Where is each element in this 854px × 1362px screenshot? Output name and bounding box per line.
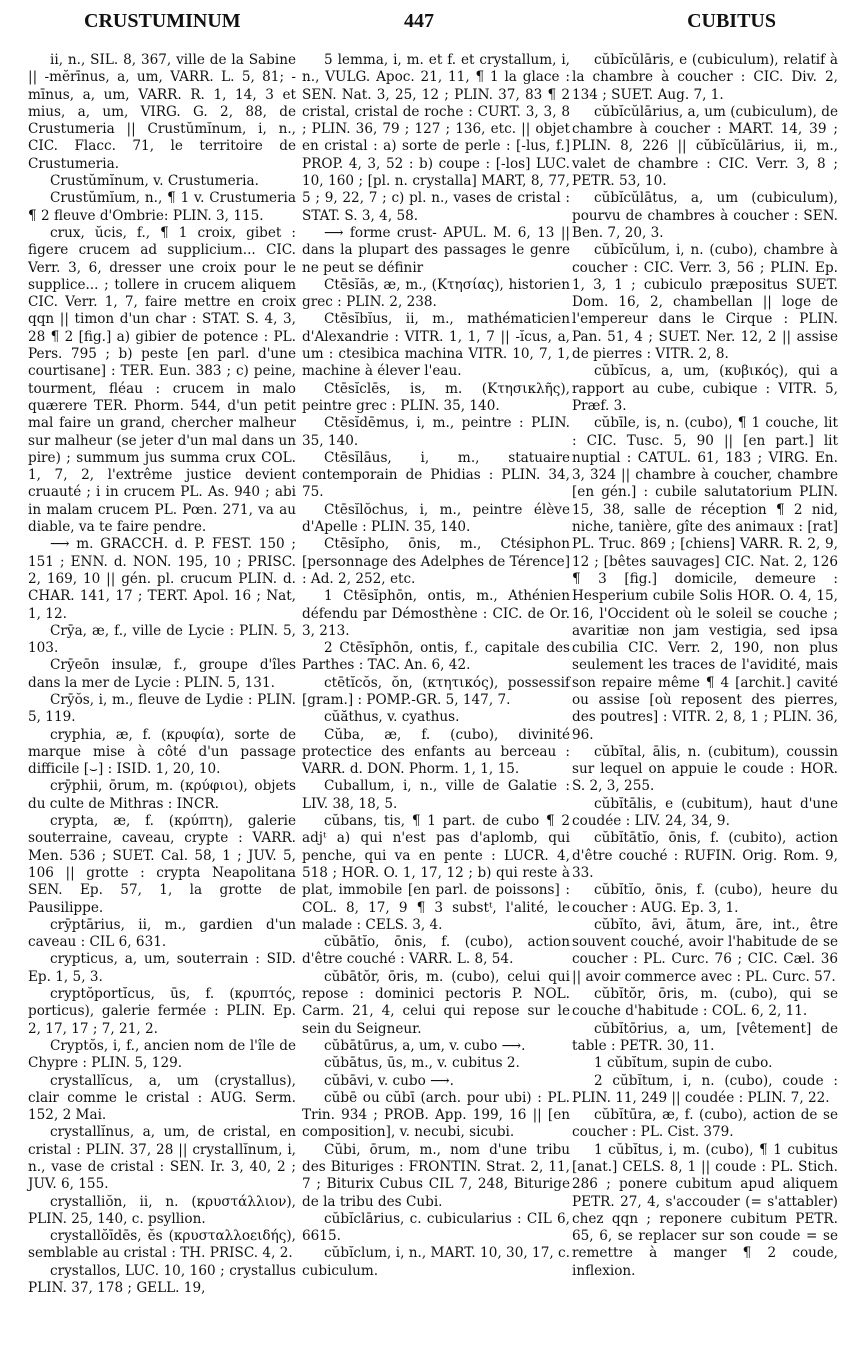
- dictionary-entry: cŭbans, tis, ¶ 1 part. de cubo ¶ 2 adjᵗ a) qui n'est pas d'aplomb, qui penche, qui va en pente : LUCR. 4, 518 ; HOR. O. 1, 17, 12 ; b) qui reste à plat, immobile [en parl. de poissons] : COL. 8, 17, 9 ¶ 3 substᵗ, l'alité, le malade : CELS. 3, 4.: [302, 813, 570, 933]
- dictionary-entry: cŭbĭtĭo, ōnis, f. (cubo), heure du coucher : AUG. Ep. 3, 1.: [572, 882, 838, 916]
- dictionary-entry: cryptŏportĭcus, ūs, f. (κρυπτός, porticus), galerie fermée : PLIN. Ep. 2, 17, 17 ; 7, 21, 2.: [28, 986, 296, 1037]
- dictionary-entry: cŭăthus, v. cyathus.: [324, 709, 460, 726]
- dictionary-entry: Ctēsĭdēmus, i, m., peintre : PLIN. 35, 140.: [302, 415, 570, 449]
- dictionary-entry: crystallĭnus, a, um, de cristal, en cristal : PLIN. 37, 28 || crystallĭnum, i, n., vase de cristal : SEN. Ir. 3, 40, 2 ; JUV. 6, 155.: [28, 1124, 296, 1193]
- dictionary-entry: Crȳa, æ, f., ville de Lycie : PLIN. 5, 103.: [28, 622, 296, 657]
- page-header: [22, 6, 832, 36]
- dictionary-entry: cŭbē ou cŭbī (arch. pour ubi) : PL. Trin. 934 ; PROB. App. 199, 16 || [en composition], v. necubi, sicubi.: [302, 1089, 570, 1141]
- dictionary-entry: Ctēsĭlŏchus, i, m., peintre élève d'Apelle : PLIN. 35, 140.: [302, 501, 570, 536]
- dictionary-entry: cryphia, æ, f. (κρυφία), sorte de marque mise à côté d'un passage difficile [⌣] : ISID. 1, 20, 10.: [28, 726, 296, 778]
- dictionary-entry: Ctēsĭclēs, is, m. (Κτησικλῆς), peintre grec : PLIN. 35, 140.: [302, 380, 570, 414]
- dictionary-entry: cŭbĭtōrius, a, um, [vêtement] de table : PETR. 30, 11.: [572, 1020, 838, 1054]
- dictionary-entry: cŭbĭclum, i, n., MART. 10, 30, 17, c. cubiculum.: [302, 1245, 570, 1279]
- dictionary-entry: crypticus, a, um, souterrain : SID. Ep. 1, 5, 3.: [28, 951, 296, 985]
- dictionary-entry: crystallĭcus, a, um (crystallus), clair comme le cristal : AUG. Serm. 152, 2 Mai.: [28, 1072, 296, 1124]
- dictionary-entry: crystallos, LUC. 10, 160 ; crystallus PLIN. 37, 178 ; GELL. 19,: [28, 1262, 296, 1297]
- dictionary-entry: Crustŭmĭnum, v. Crustumeria.: [50, 173, 259, 190]
- dictionary-entry: cŭbĭcŭlārius, a, um (cubiculum), de chambre à coucher : MART. 14, 39 ; PLIN. 8, 226 || cŭbĭcŭlārius, ii, m., valet de chambre : CIC. Verr. 3, 8 ; PETR. 53, 10.: [572, 103, 838, 190]
- dictionary-entry: ii, n., SIL. 8, 367, ville de la Sabine || -mĕrīnus, a, um, VARR. L. 5, 81; -mīnus, a, um, VARR. R. 1, 14, 3 et mius, a, um, VIRG. G. 2, 88, de Crustumeria || Crustŭmĭnum, i, n., CIC. Flacc. 71, le territoire de Crustumeria.: [28, 52, 296, 172]
- dictionary-entry: 1 cŭbĭtum, supin de cubo.: [594, 1055, 773, 1072]
- dictionary-entry: crystalliŏn, ii, n. (κρυστάλλιον), PLIN. 25, 140, c. psyllion.: [28, 1193, 296, 1227]
- page-number: 447: [404, 10, 434, 32]
- dictionary-entry: cŭbĭcŭlum, i, n. (cubo), chambre à coucher : CIC. Verr. 3, 56 ; PLIN. Ep. 1, 3, 1 ; cubiculo præpositus SUET. Dom. 16, 2, chambellan || loge de l'empereur dans le Cirque : PLIN. Pan. 51, 4 ; SUET. Ner. 12, 2 || assise de pierres : VITR. 2, 8.: [572, 242, 838, 363]
- dictionary-entry: ⟶ m. GRACCH. d. P. FEST. 150 ; 151 ; ENN. d. NON. 195, 10 ; PRISC. 2, 169, 10 || gén. pl. crucum PLIN. d. CHAR. 141, 17 ; TERT. Apol. 16 ; Nat, 1, 12.: [28, 536, 296, 622]
- dictionary-entry: ctētĭcŏs, ŏn, (κτητικός), possessif [gram.] : POMP.-GR. 5, 147, 7.: [302, 674, 570, 708]
- dictionary-entry: Ctēsĭpho, ōnis, m., Ctésiphon [personnage des Adelphes de Térence] : Ad. 2, 252, etc.: [302, 536, 570, 587]
- dictionary-entry: 2 cŭbĭtum, i, n. (cubo), coude : PLIN. 11, 249 || coudée : PLIN. 7, 22.: [572, 1072, 838, 1106]
- dictionary-entry: cŭbĭclārius, c. cubicularius : CIL 6, 6615.: [302, 1210, 570, 1245]
- dictionary-entry: cŭbĭtal, ālis, n. (cubitum), coussin sur lequel on appuie le coude : HOR. S. 2, 3, 255.: [572, 743, 838, 795]
- dictionary-entry: Cŭbi, ōrum, m., nom d'une tribu des Bituriges : FRONTIN. Strat. 2, 11, 7 ; Biturix Cubus CIL 7, 248, Biturige de la tribu des Cubi.: [302, 1141, 570, 1210]
- dictionary-entry: crypta, æ, f. (κρύπτη), galerie souterraine, caveau, crypte : VARR. Men. 536 ; SUET. Cal. 58, 1 ; JUV. 5, 106 || grotte : crypta Neapolitana SEN. Ep. 57, 1, la grotte de Pausilippe.: [28, 813, 296, 916]
- left-running-head: CRUSTUMINUM: [84, 10, 241, 32]
- dictionary-entry: cŭbĭtālis, e (cubitum), haut d'une coudée : LIV. 24, 34, 9.: [572, 795, 838, 830]
- dictionary-entry: cŭbātūrus, a, um, v. cubo ⟶.: [324, 1037, 526, 1054]
- dictionary-entry: crystallŏīdēs, ĕs (κρυσταλλοειδής), semblable au cristal : TH. PRISC. 4, 2.: [28, 1228, 296, 1262]
- dictionary-entry: cŭbāvi, v. cubo ⟶.: [324, 1072, 454, 1089]
- dictionary-entry: Crȳŏs, i, m., fleuve de Lydie : PLIN. 5, 119.: [28, 691, 296, 726]
- right-running-head: CUBITUS: [687, 10, 776, 32]
- dictionary-entry: Ctēsĭās, æ, m., (Κτησίας), historien grec : PLIN. 2, 238.: [302, 276, 570, 311]
- column-3: [572, 52, 838, 1280]
- dictionary-entry: Cryptŏs, i, f., ancien nom de l'île de Chypre : PLIN. 5, 129.: [28, 1037, 296, 1072]
- dictionary-entry: cŭbĭtātĭo, ōnis, f. (cubito), action d'être couché : RUFIN. Orig. Rom. 9, 33.: [572, 830, 838, 881]
- dictionary-entry: Crustŭmĭum, n., ¶ 1 v. Crustumeria ¶ 2 fleuve d'Ombrie: PLIN. 3, 115.: [28, 190, 296, 224]
- column-1: [28, 52, 296, 1297]
- dictionary-entry: cŭbĭtūra, æ, f. (cubo), action de se coucher : PL. Cist. 379.: [572, 1107, 838, 1141]
- dictionary-entry: 1 cŭbĭtus, i, m. (cubo), ¶ 1 cubitus [anat.] CELS. 8, 1 || coude : PL. Stich. 286 ; ponere cubitum apud aliquem PETR. 27, 4, s'accouder (= s'attabler) chez qqn ; reponere cubitum PETR. 65, 6, se replacer sur son coude = se remettre à manger ¶ 2 coude, inflexion.: [572, 1141, 838, 1279]
- dictionary-entry: crux, ŭcis, f., ¶ 1 croix, gibet : figere crucem ad supplicium... CIC. Verr. 3, 6, dresser une croix pour le supplice... ; tollere in crucem aliquem CIC. Verr. 1, 7, faire mettre en croix qqn || timon d'un char : STAT. S. 4, 3, 28 ¶ 2 [fig.] a) gibier de potence : PL. Pers. 795 ; b) peste [en parl. d'une courtisane] : TER. Eun. 383 ; c) peine, tourment, fléau : crucem in malo quærere TER. Phorm. 544, d'un petit mal faire un grand, chercher malheur sur malheur (se jeter d'un mal dans un pire) ; summum jus summa crux COL. 1, 7, 2, l'extrême justice devient cruauté ; i in crucem PL. As. 940 ; abi in malam crucem PL. Pœn. 271, va au diable, va te faire pendre.: [28, 224, 296, 536]
- dictionary-entry: cŭbĭcus, a, um, (κυβικός), qui a rapport au cube, cubique : VITR. 5, Præf. 3.: [572, 363, 838, 414]
- dictionary-entry: Crȳeōn insulæ, f., groupe d'îles dans la mer de Lycie : PLIN. 5, 131.: [28, 657, 296, 691]
- dictionary-entry: Ctēsĭbĭus, ii, m., mathématicien d'Alexandrie : VITR. 1, 1, 7 || -ĭcus, a, um : ctesibica machina VITR. 10, 7, 1, machine à élever l'eau.: [302, 311, 570, 380]
- dictionary-entry: Cŭba, æ, f. (cubo), divinité protectice des enfants au berceau : VARR. d. DON. Phorm. 1, 1, 15.: [302, 726, 570, 778]
- dictionary-entry: cŭbĭtŏr, ōris, m. (cubo), qui se couche d'habitude : COL. 6, 2, 11.: [572, 986, 838, 1020]
- dictionary-entry: cŭbĭcŭlāris, e (cubiculum), relatif à la chambre à coucher : CIC. Div. 2, 134 ; SUET. Aug. 7, 1.: [572, 52, 838, 103]
- dictionary-entry: cŭbātŏr, ōris, m. (cubo), celui qui repose : dominici pectoris P. NOL. Carm. 21, 4, celui qui repose sur le sein du Seigneur.: [302, 968, 570, 1037]
- column-2: [302, 52, 570, 1280]
- dictionary-entry: cŭbĭcŭlātus, a, um (cubiculum), pourvu de chambres à coucher : SEN. Ben. 7, 20, 3.: [572, 190, 838, 241]
- dictionary-entry: cŭbātĭo, ōnis, f. (cubo), action d'être couché : VARR. L. 8, 54.: [302, 934, 570, 968]
- dictionary-entry: 2 Ctēsĭphōn, ontis, f., capitale des Parthes : TAC. An. 6, 42.: [302, 640, 570, 674]
- dictionary-entry: Cuballum, i, n., ville de Galatie : LIV. 38, 18, 5.: [302, 778, 570, 812]
- dictionary-entry: cŭbīle, is, n. (cubo), ¶ 1 couche, lit : CIC. Tusc. 5, 90 || [en part.] lit nuptial : CATUL. 61, 183 ; VIRG. En. 3, 324 || chambre à coucher, chambre [en gén.] : cubile salutatorium PLIN. 15, 38, salle de réception ¶ 2 nid, niche, tanière, gîte des animaux : [rat] PL. Truc. 869 ; [chiens] VARR. R. 2, 9, 12 ; [bêtes sauvages] CIC. Nat. 2, 126 ¶ 3 [fig.] domicile, demeure : Hesperium cubile Solis HOR. O. 4, 15, 16, l'Occident où le soleil se couche ; avaritiæ non jam vestigia, sed ipsa cubilia CIC. Verr. 2, 190, non plus seulement les traces de l'avidité, mais son repaire même ¶ 4 [archit.] cavité ou assise [où reposent des pierres, des poutres] : VITR. 2, 8, 1 ; PLIN. 36, 96.: [572, 415, 838, 743]
- dictionary-entry: cŭbātus, ūs, m., v. cubitus 2.: [324, 1055, 520, 1072]
- dictionary-entry: crȳptārius, ii, m., gardien d'un caveau : CIL 6, 631.: [28, 916, 296, 951]
- dictionary-entry: ⟶ forme crust- APUL. M. 6, 13 || dans la plupart des passages le genre ne peut se définir: [302, 224, 570, 276]
- dictionary-entry: cŭbĭto, āvi, ātum, āre, int., être souvent couché, avoir l'habitude de se coucher : PL. Curc. 76 ; CIC. Cæl. 36 || avoir commerce avec : PL. Curc. 57.: [572, 916, 838, 985]
- dictionary-entry: Ctēsĭlāus, i, m., statuaire contemporain de Phidias : PLIN. 34, 75.: [302, 449, 570, 501]
- dictionary-entry: crȳphii, ōrum, m. (κρύφιοι), objets du culte de Mithras : INCR.: [28, 778, 296, 812]
- dictionary-entry: 1 Ctēsĭphōn, ontis, m., Athénien défendu par Démosthène : CIC. de Or. 3, 213.: [302, 588, 570, 639]
- dictionary-entry: 5 lemma, i, m. et f. et crystallum, i, n., VULG. Apoc. 21, 11, ¶ 1 la glace : SEN. Nat. 3, 25, 12 ; PLIN. 37, 83 ¶ 2 cristal, cristal de roche : CURT. 3, 3, 8 ; PLIN. 36, 79 ; 127 ; 136, etc. || objet en cristal : a) sorte de perle : [-lus, f.] PROP. 4, 3, 52 : b) coupe : [-los] LUC. 10, 160 ; [pl. n. crystalla] MART, 8, 77, 5 ; 9, 22, 7 ; c) pl. n., vases de cristal : STAT. S. 3, 4, 58.: [302, 52, 570, 224]
